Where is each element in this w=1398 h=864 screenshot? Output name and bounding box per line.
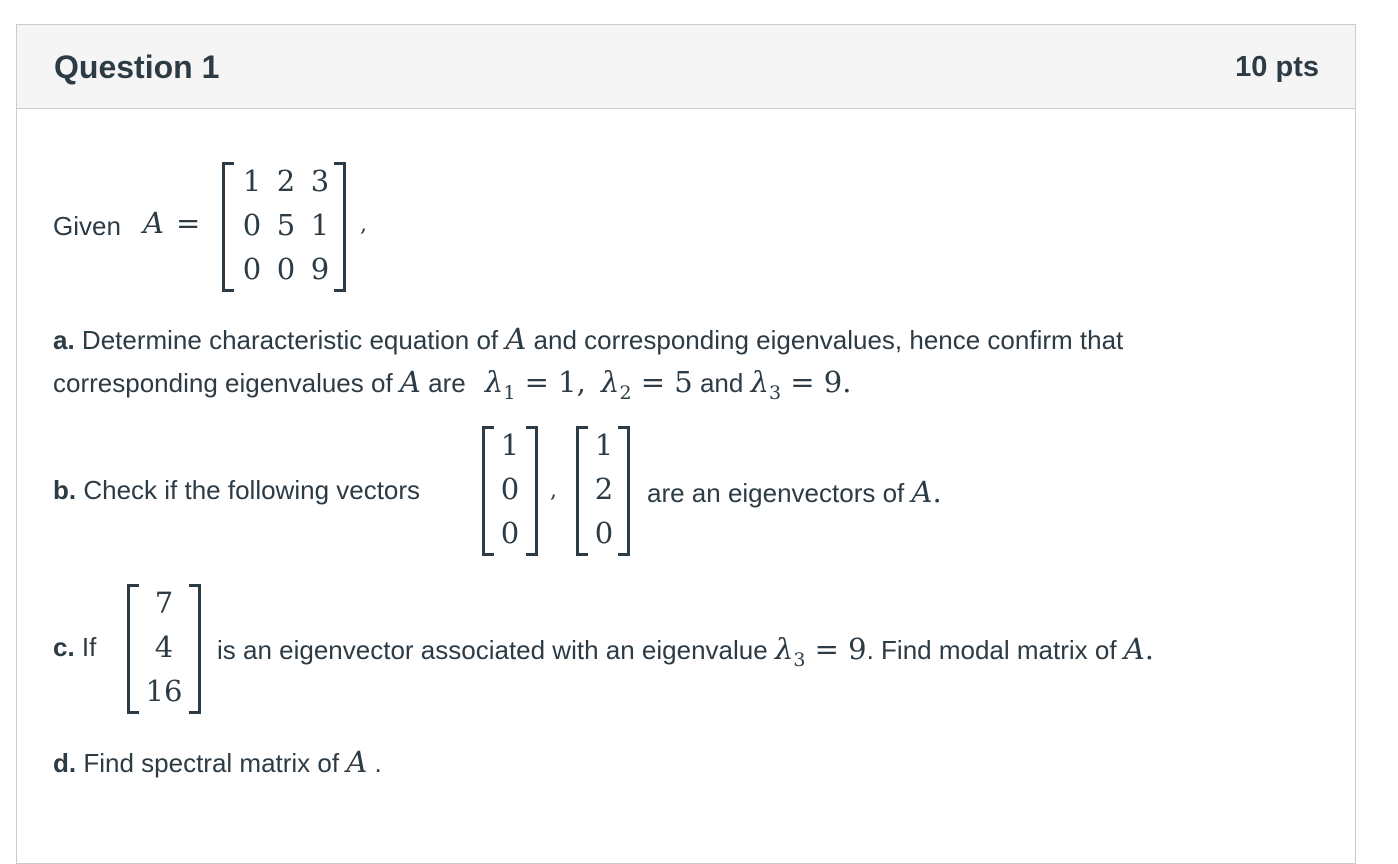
part-b-text-1: Check if the following vectors xyxy=(83,475,421,505)
part-b-text-2: are an eigenvectors of xyxy=(647,478,905,508)
question-header xyxy=(17,25,1355,109)
part-b-var: A xyxy=(911,475,933,509)
matrix-a-cell: 2 xyxy=(276,164,296,198)
part-b-comma: , xyxy=(550,478,557,503)
given-equals: = xyxy=(176,206,201,240)
part-c-text-2: is an eigenvector associated with an eigenvalue xyxy=(217,635,768,665)
vector-c-cell: 7 xyxy=(154,586,174,620)
vector-b1 xyxy=(482,426,538,556)
matrix-a-cell: 9 xyxy=(310,252,330,286)
part-b-intro xyxy=(53,475,420,506)
part-c-var: A xyxy=(1123,632,1145,666)
part-a-and: and xyxy=(699,368,744,398)
given-label: Given xyxy=(53,211,121,241)
part-d-text-1: Find spectral matrix of xyxy=(83,748,340,778)
part-c-text-3: . Find modal matrix of xyxy=(866,635,1117,665)
matrix-a-cell: 0 xyxy=(276,252,296,286)
question-points: 10 pts xyxy=(1235,51,1319,83)
vector-b2 xyxy=(576,426,630,556)
part-a-lambda-2: $\lambda_2 = 5$ xyxy=(601,365,693,404)
part-d-label: d. xyxy=(53,748,77,778)
part-d-line xyxy=(53,745,382,779)
part-a-line-1 xyxy=(53,322,1123,356)
part-a-line-2 xyxy=(53,365,851,404)
part-a-var-2: A xyxy=(399,365,421,399)
part-a-lambda-1: $\lambda_1 = 1$, xyxy=(484,365,586,404)
vector-b2-cell: 2 xyxy=(594,472,614,506)
vector-b2-cell: 0 xyxy=(594,516,614,550)
part-a-text-4: are xyxy=(428,368,466,398)
part-a-text-2: and corresponding eigenvalues, hence confirm that xyxy=(533,325,1124,355)
part-c-period: . xyxy=(1144,632,1154,666)
given-var: A xyxy=(143,206,164,240)
vector-b1-cell: 1 xyxy=(500,428,520,462)
part-c-intro xyxy=(53,632,96,663)
part-c-outro xyxy=(217,632,1154,671)
matrix-a xyxy=(222,162,346,292)
part-b-outro xyxy=(647,475,942,509)
part-c-text-1: If xyxy=(81,632,97,662)
part-c-lambda: $\lambda_3 = 9$ xyxy=(774,632,867,671)
matrix-a-cell: 1 xyxy=(242,164,262,198)
part-a-lambda-3: $\lambda_3 = 9$. xyxy=(750,365,852,404)
part-d-var: A xyxy=(346,745,368,779)
part-d-period: . xyxy=(374,748,382,778)
matrix-a-cell: 5 xyxy=(276,208,296,242)
matrix-a-cell: 3 xyxy=(310,164,330,198)
vector-c xyxy=(127,584,201,714)
matrix-a-cell: 1 xyxy=(310,208,330,242)
part-b-period: . xyxy=(932,475,942,509)
vector-b1-cell: 0 xyxy=(500,472,520,506)
part-b-label: b. xyxy=(53,475,77,505)
part-a-label: a. xyxy=(53,325,75,355)
vector-c-cell: 4 xyxy=(154,630,174,664)
vector-c-cell: 16 xyxy=(145,674,183,708)
part-a-var-1: A xyxy=(505,322,527,356)
vector-b1-cell: 0 xyxy=(500,516,520,550)
matrix-a-cell: 0 xyxy=(242,252,262,286)
vector-b2-cell: 1 xyxy=(594,428,614,462)
question-title: Question 1 xyxy=(54,49,220,85)
matrix-a-cell: 0 xyxy=(242,208,262,242)
part-a-text-3: corresponding eigenvalues of xyxy=(53,368,393,398)
part-a-text-1: Determine characteristic equation of xyxy=(81,325,499,355)
given-comma: , xyxy=(360,212,367,237)
question-card xyxy=(16,24,1356,864)
part-c-label: c. xyxy=(53,632,75,662)
